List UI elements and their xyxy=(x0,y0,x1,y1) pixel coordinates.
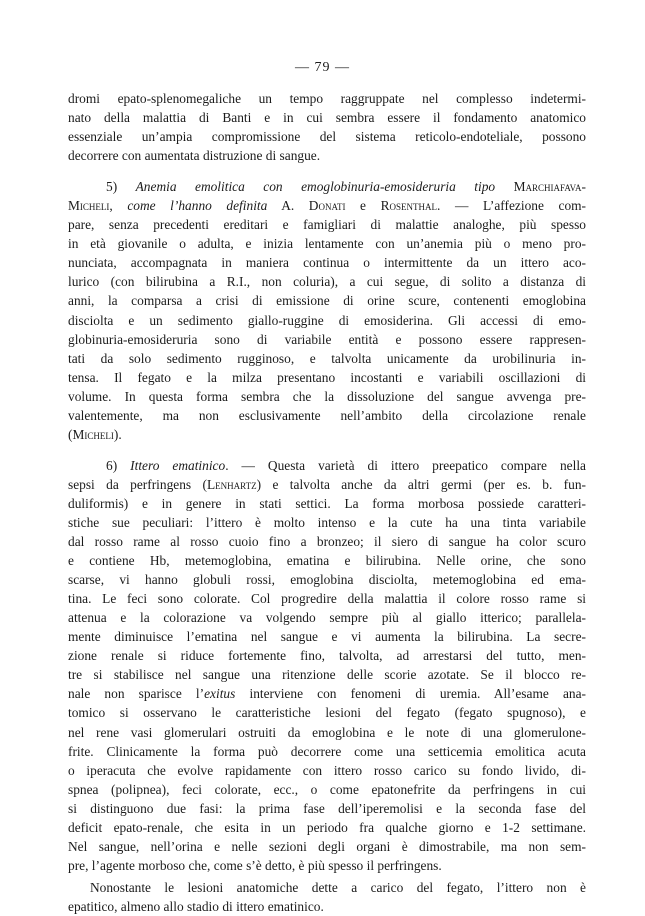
text-segment: come l’hanno definita xyxy=(127,198,268,214)
text-line xyxy=(68,723,586,742)
text-line xyxy=(68,780,586,799)
text-segment: zione renale si riduce fortemente fino, talvolta, ad arrestarsi del tutto, men- xyxy=(68,648,586,664)
text-line xyxy=(68,513,586,532)
text-line xyxy=(68,253,586,272)
text-line xyxy=(68,494,586,513)
text-segment: Nonostante le lesioni anatomiche dette a carico del fegato, l’ittero non è xyxy=(90,879,586,895)
text-line xyxy=(68,406,586,425)
text-segment: e contiene Hb, metemoglobina, ematina e bilirubina. Nelle orine, che sono xyxy=(68,553,586,569)
text-segment: Ittero ematinico xyxy=(130,457,226,473)
text-line xyxy=(68,368,586,387)
text-line xyxy=(68,89,586,108)
text-segment: Anemia emolitica con emoglobinuria-emosideruria tipo xyxy=(135,179,496,195)
text-segment: . — L’affezione com- xyxy=(437,198,587,214)
text-segment: scarse, vi hanno globuli rossi, emoglobina disciolta, metemoglobina ed ema- xyxy=(68,572,586,588)
text-segment: pare, senza precedenti ereditari e famigliari di malattie analoghe, più spesso xyxy=(68,217,586,233)
text-segment: anni, la comparsa a crisi di emissione di orine scure, contenenti emoglobina xyxy=(68,293,586,309)
text-segment: interviene con fenomeni di uremia. All’esame ana- xyxy=(235,686,586,702)
text-segment: tre si stabilisce nel sangue una ritenzione delle scorie azotate. Se il blocco re- xyxy=(68,667,586,683)
text-segment: mente diminuisce l’ematina nel sangue e vi aumenta la bilirubina. La secre- xyxy=(68,629,586,645)
text-segment: . — Questa varietà di ittero preepatico compare nella xyxy=(225,457,586,473)
text-segment: lurico (con bilirubina a R.I., non coluria), a cui segue, di solito a distanza di xyxy=(68,274,586,290)
text-line xyxy=(68,589,586,608)
text-segment: nale non sparisce l’ xyxy=(68,686,205,702)
text-line xyxy=(68,387,586,406)
text-segment: Micheli xyxy=(68,198,110,214)
text-line xyxy=(68,196,586,215)
text-line xyxy=(68,108,586,127)
text-line xyxy=(68,742,586,761)
text-segment: nunciata, accompagnata in maniera continua o intermittente da un ittero aco- xyxy=(68,255,586,271)
text-line xyxy=(68,475,586,494)
text-segment: disciolta e un sedimento giallo-ruggine di emosiderina. Gli accessi di emo- xyxy=(68,312,586,328)
text-line xyxy=(68,551,586,570)
text-segment: o iperacuta che evolve rapidamente con ittero rosso carico su fondo livido, di- xyxy=(68,762,586,778)
text-line xyxy=(68,330,586,349)
text-segment: e xyxy=(345,198,381,214)
text-segment: ( xyxy=(68,426,73,442)
text-segment: 5) xyxy=(106,179,136,195)
text-segment: ) e talvolta anche da altri germi (per es. b. fun- xyxy=(256,476,586,492)
text-segment: nato della malattia di Banti e in cui sembra essere il fondamento anatomico xyxy=(68,110,586,126)
text-line xyxy=(68,818,586,837)
text-line xyxy=(68,665,586,684)
text-line xyxy=(68,761,586,780)
text-segment: Micheli xyxy=(72,426,114,442)
text-segment: frite. Clinicamente la forma può decorrere come una setticemia emolitica acuta xyxy=(68,743,586,759)
paragraph xyxy=(68,177,586,444)
text-segment: attenua e la colorazione va volgendo sempre più al giallo itterico; parallela- xyxy=(68,610,586,626)
text-segment: valentemente, ma non esclusivamente nell’ambito della circolazione renale xyxy=(68,407,586,423)
text-segment: essenziale un’ampia compromissione del sistema reticolo-endoteliale, possono xyxy=(68,129,586,145)
text-line xyxy=(68,425,586,444)
text-segment: 6) xyxy=(106,457,131,473)
text-segment: dromi epato-splenomegaliche un tempo raggruppate nel complesso indetermi- xyxy=(68,91,586,106)
text-segment: stiche sue peculiari: l’ittero è molto intenso e la cute ha una tinta variabile xyxy=(68,514,586,530)
page-number: — 79 — xyxy=(295,60,350,75)
text-segment: dal rosso rame al rosso cuoio fino a bronzeo; il siero di sangue ha color scuro xyxy=(68,534,586,550)
text-segment: tensa. Il fegato e la milza presentano incostanti e variabili oscillazioni di xyxy=(68,369,586,385)
text-line xyxy=(68,456,586,475)
text-segment: tomico si osservano le caratteristiche lesioni del fegato (fegato spugnoso), e xyxy=(68,705,586,721)
text-segment: si distinguono due fasi: la prima fase dell’iperemolisi e la seconda fase del xyxy=(68,800,586,816)
text-line xyxy=(68,127,586,146)
text-segment: pre, l’agente morboso che, come s’è detto, è più spesso il perfringens. xyxy=(68,857,442,873)
text-line xyxy=(68,215,586,234)
body-text xyxy=(68,89,586,916)
text-segment: spnea (polipnea), feci colorate, ecc., o come epatonefrite da perfringens in cui xyxy=(68,781,586,797)
text-line xyxy=(68,703,586,722)
text-line xyxy=(68,532,586,551)
text-segment: decorrere con aumentata distruzione di sangue. xyxy=(68,148,321,164)
text-line xyxy=(68,878,586,897)
text-line xyxy=(68,349,586,368)
text-segment: volume. In questa forma sembra che la dissoluzione del sangue avvenga pre- xyxy=(68,388,586,404)
text-line xyxy=(68,684,586,703)
text-line xyxy=(68,177,586,196)
text-segment: duliformis) e in genere in stati settici. La forma morbosa possiede caratteri- xyxy=(68,495,586,511)
text-segment: tati da solo sedimento rugginoso, e talvolta unicamente da urobilinuria in- xyxy=(68,350,586,366)
text-segment: globinuria-emosideruria sono di variabile entità e possono essere rappresen- xyxy=(68,331,586,347)
text-segment: ). xyxy=(113,426,122,442)
text-segment: Marchiafava- xyxy=(513,179,586,195)
text-line xyxy=(68,856,586,875)
text-segment: Rosenthal xyxy=(380,198,438,214)
text-line xyxy=(68,799,586,818)
text-segment: deficit epato-renale, che esita in un periodo fra qualche giorno e 1-2 settimane. xyxy=(68,819,586,835)
text-line xyxy=(68,646,586,665)
text-line xyxy=(68,146,586,165)
paragraph xyxy=(68,456,586,875)
text-segment: Nel sangue, nell’orina e nelle sezioni degli organi è dimostrabile, ma non sem- xyxy=(68,838,586,854)
text-line xyxy=(68,608,586,627)
text-segment: , xyxy=(109,198,128,214)
text-line xyxy=(68,272,586,291)
text-segment: exitus xyxy=(204,686,236,702)
text-line xyxy=(68,311,586,330)
text-segment: tina. Le feci sono colorate. Col progredire della malattia il colore rosso rame si xyxy=(68,591,586,607)
text-segment: Lenhartz xyxy=(206,476,257,492)
paragraph xyxy=(68,878,586,916)
paragraph xyxy=(68,89,586,165)
text-line xyxy=(68,627,586,646)
text-segment xyxy=(495,179,513,194)
text-line xyxy=(68,234,586,253)
text-line xyxy=(68,570,586,589)
text-segment: epatitico, almeno allo stadio di ittero ematinico. xyxy=(68,898,324,914)
text-segment: Donati xyxy=(308,198,346,214)
text-segment: sepsi da perfringens ( xyxy=(68,476,207,492)
text-line xyxy=(68,291,586,310)
text-line xyxy=(68,837,586,856)
text-segment: A. xyxy=(267,198,309,214)
text-segment: nel rene vasi glomerulari ostruiti da emoglobina e le note di una glomerulone- xyxy=(68,724,586,740)
text-segment: in età giovanile o adulta, e inizia lentamente con un’anemia più o meno pro- xyxy=(68,236,586,252)
